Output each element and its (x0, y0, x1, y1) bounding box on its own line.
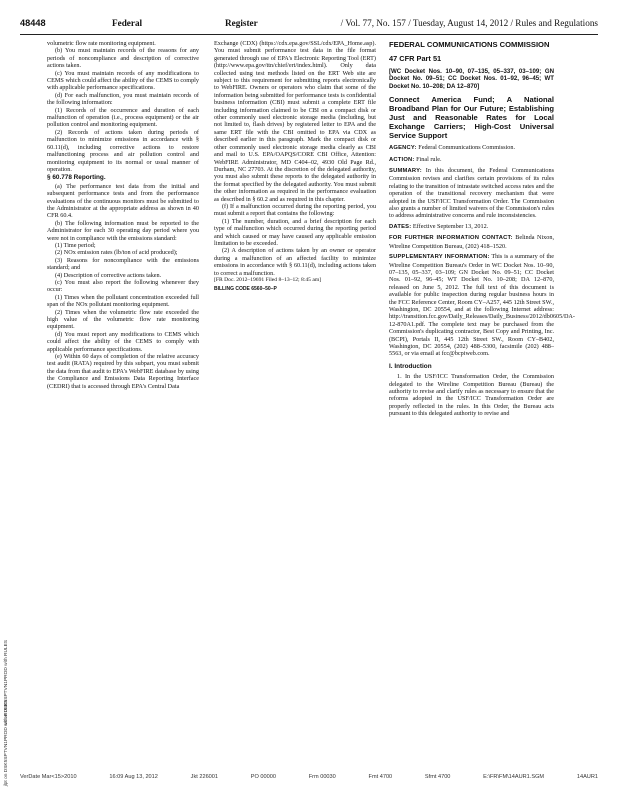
paragraph: (f) If a malfunction occurred during the reporting period, you must submit a report that contains the following: (214, 202, 376, 218)
side-stamp-bottom: jlpt on DSK5SPTVN1PROD with RULES (4, 700, 9, 787)
paragraph: 1. In the USF/ICC Transformation Order, the Commission delegated to the Wireline Competition Bureau (Bureau) the authority to revise and clarify rules as necessary to ensure that the reforms adopted in the USF/ICC Transformation Order are properly reflected in the rules. In this Order, the Bureau acts pursuant to this delegated authority to revise and (389, 373, 554, 418)
agency-text: Federal Communications Commission. (418, 144, 516, 152)
action-block (389, 156, 554, 164)
paragraph: (1) Times when the pollutant concentration exceeded full span of the NOx pollutant monitoring equipment. (47, 293, 199, 309)
paragraph: (d) For each malfunction, you must maintain records of the following information: (47, 91, 199, 107)
summary-block (389, 167, 554, 220)
agency-block (389, 144, 554, 152)
paragraph: (1) Records of the occurrence and duration of each malfunction of operation (i.e., process equipment) or the air pollution control and monitoring equipment. (47, 106, 199, 129)
issue-info: / Vol. 77, No. 157 / Tuesday, August 14, 2012 / Rules and Regulations (340, 18, 598, 28)
paragraph: (1) The number, duration, and a brief description for each type of malfunction which occurred during the reporting period and which caused or may have caused any applicable emission limitation to be exceeded. (214, 217, 376, 247)
contact-text: Belinda Nixon, Wireline Competition Bureau, (202) 418–1520. (389, 234, 555, 250)
action-text: Final rule. (416, 155, 442, 163)
paragraph: (3) Reasons for noncompliance with the emissions standard; and (47, 256, 199, 272)
paragraph: (e) Within 60 days of completion of the relative accuracy test audit (RATA) required by this subpart, you must submit the data from that audit to EPA's WebFIRE database by using the Compliance and Emissions Data Reporting Interface (CEDRI) that is accessed through EPA's Central Data (47, 353, 199, 390)
paragraph: (4) Description of corrective actions taken. (55, 271, 162, 279)
footer-file: E:\FR\FM\14AUR1.SGM (483, 774, 545, 780)
paragraph: (a) The performance test data from the initial and subsequent performance tests and from the performance evaluations of the continuous monitors must be submitted to the Administrator at the appropriate address as shown in 40 CFR 60.4. (47, 182, 199, 220)
page-footer (20, 774, 598, 780)
paragraph: (2) NOx emission rates (lb/ton of acid produced); (55, 249, 178, 257)
paragraph: Exchange (CDX) (https://cdx.epa.gov/SSL/cdx/EPA_Home.asp). You must submit performance test data in the file format generated through use of EPA's Electronic Reporting Tool (ERT) (http://www.epa.gov/ttn/chief/ert/index.html). Only data collected using test methods listed on the ERT Web site are subject to this requirement for submitting reports electronically to WebFIRE. Owners or operators who claim that some of the information being submitted for performance tests is confidential business information (CBI) must submit a complete ERT file including information claimed to be CBI on a compact disk or other commonly used electronic storage media (including, but not limited to, flash drives) by registered letter to EPA and the same ERT file with the CBI omitted to EPA via CDX as described earlier in this paragraph. Mark the compact disk or other commonly used electronic storage media clearly as CBI and mail to U.S. EPA/OAPQS/CORE CBI Office, Attention: WebFIRE Administrator, MD C404–02, 4930 Old Page Rd., Durham, NC 27703. At the discretion of the delegated authority, you must also submit these reports to the delegated authority in the format specified by the delegated authority. You must submit the other information as required in the performance evaluation as described in § 60.2 and as required in this chapter. (214, 40, 376, 203)
summary-text: In this document, the Federal Communications Commission revises and clarifies certain provisions of its rules relating to the transition of intrastate switched access rates and the operation of the transitional recovery mechanism that were adopted in the USF/ICC Transformation Order. The Commission also grants a number of limited waivers of the Commission's rules to address administrative concerns and rule inconsistencies. (389, 167, 554, 220)
agency-name: FEDERAL COMMUNICATIONS COMMISSION (389, 40, 550, 49)
paragraph: (b) You must maintain records of the reasons for any periods of noncompliance and description of corrective actions taken. (47, 47, 199, 70)
dates-text: Effective September 13, 2012. (412, 222, 489, 230)
footer-code: 14AUR1 (576, 774, 598, 780)
dates-block (389, 223, 554, 231)
page-header (20, 18, 598, 32)
paragraph: (d) You must report any modifications to CEMS which could affect the ability of the CEMS to comply with applicable performance specifications. (47, 330, 199, 353)
dates-label: DATES: (389, 223, 412, 230)
column-1 (47, 40, 199, 390)
summary-label: SUMMARY: (389, 168, 422, 175)
paragraph: (c) You must maintain records of any modifications to CEMS which could affect the ability of the CEMS to comply with applicable performance specifications. (47, 69, 199, 92)
supplementary-label: SUPPLEMENTARY INFORMATION: (389, 254, 490, 261)
footer-po: PO 00000 (250, 774, 276, 780)
fr-doc-line: [FR Doc. 2012–19691 Filed 8–13–12; 8:45 am] (214, 277, 322, 283)
footer-sfmt: Sfmt 4700 (424, 774, 451, 780)
paragraph: (1) Time period; (55, 241, 96, 249)
footer-frm: Frm 00030 (308, 774, 336, 780)
billing-code: BILLING CODE 6560–50–P (214, 286, 277, 293)
footer-fmt: Fmt 4700 (368, 774, 393, 780)
supplementary-text: This is a summary of the Wireline Competition Bureau's Order in WC Docket Nos. 10–90, 07–135, 05–337, 03–109; GN Docket No. 09–51; CC Docket Nos. 01–92, 96–45; WT Docket No. 10–208; DA 12–870, released on June 5, 2012. The full text of this document is available for public inspection during regular business hours in the FCC Reference Center, Room CY–A257, 445 12th Street SW., Washington, DC 20554, and at the following Internet address: http://transition.fcc.gov/Daily_Releases/Daily_Business/2012/db0605/DA-12-870A1.pdf. The complete text may be purchased from the Commission's duplicating contractor, Best Copy and Printing, Inc. (BCPI), Portals II, 445 12th Street SW., Room CY–B402, Washington, DC 20554, (202) 488–5300, facsimile (202) 488–5563, or via email at fcc@bcpiweb.com. (389, 253, 575, 358)
cfr-part: 47 CFR Part 51 (389, 54, 442, 63)
publication-name: Federal (112, 18, 143, 28)
column-2 (214, 40, 376, 294)
page-number: 48448 (20, 18, 46, 28)
paragraph: (b) The following information must be reported to the Administrator for each 30 operating day period where you were not in compliance with the emissions standard: (47, 219, 199, 242)
publication-register: Register (225, 18, 258, 28)
footer-time: 16:09 Aug 13, 2012 (109, 774, 158, 780)
running-head (112, 18, 598, 28)
header-rule (20, 34, 598, 35)
section-heading: § 60.778 Reporting. (47, 174, 106, 182)
action-label: ACTION: (389, 156, 415, 163)
paragraph: (2) Times when the volumetric flow rate exceeded the high value of the volumetric flow rate monitoring equipment. (47, 308, 199, 331)
contact-label: FOR FURTHER INFORMATION CONTACT: (389, 235, 513, 242)
paragraph: (c) You must also report the following whenever they occur: (47, 279, 199, 294)
supplementary-block (389, 253, 575, 358)
footer-jkt: Jkt 226001 (190, 774, 219, 780)
paragraph: (2) A description of actions taken by an owner or operator during a malfunction of an affected facility to minimize emissions in accordance with § 60.11(d), including actions taken to correct a malfunction. (214, 247, 376, 277)
contact-block (389, 234, 554, 250)
rule-title: Connect America Fund; A National Broadband Plan for Our Future; Establishing Just and Reasonable Rates for Local Exchange Carriers; High-Cost Universal Service Support (389, 95, 554, 141)
side-stamp-top: srt on DSK5SPTVN1PROD with RULES (4, 640, 9, 726)
column-3 (389, 40, 575, 418)
agency-label: AGENCY: (389, 145, 417, 152)
paragraph: volumetric flow rate monitoring equipment. (47, 40, 156, 47)
docket-numbers: [WC Docket Nos. 10–90, 07–135, 05–337, 03–109; GN Docket No. 09–51; CC Docket Nos. 01–92, 96–45; WT Docket No. 10–208; DA 12–870] (389, 68, 554, 90)
footer-verdate: VerDate Mar<15>2010 (20, 774, 77, 780)
paragraph: (2) Records of actions taken during periods of malfunction to minimize emissions in accordance with § 60.11(d), including corrective actions to restore malfunctioning process and air pollution control and monitoring equipment to its normal or usual manner of operation. (47, 128, 199, 173)
introduction-heading: I. Introduction (389, 362, 432, 370)
